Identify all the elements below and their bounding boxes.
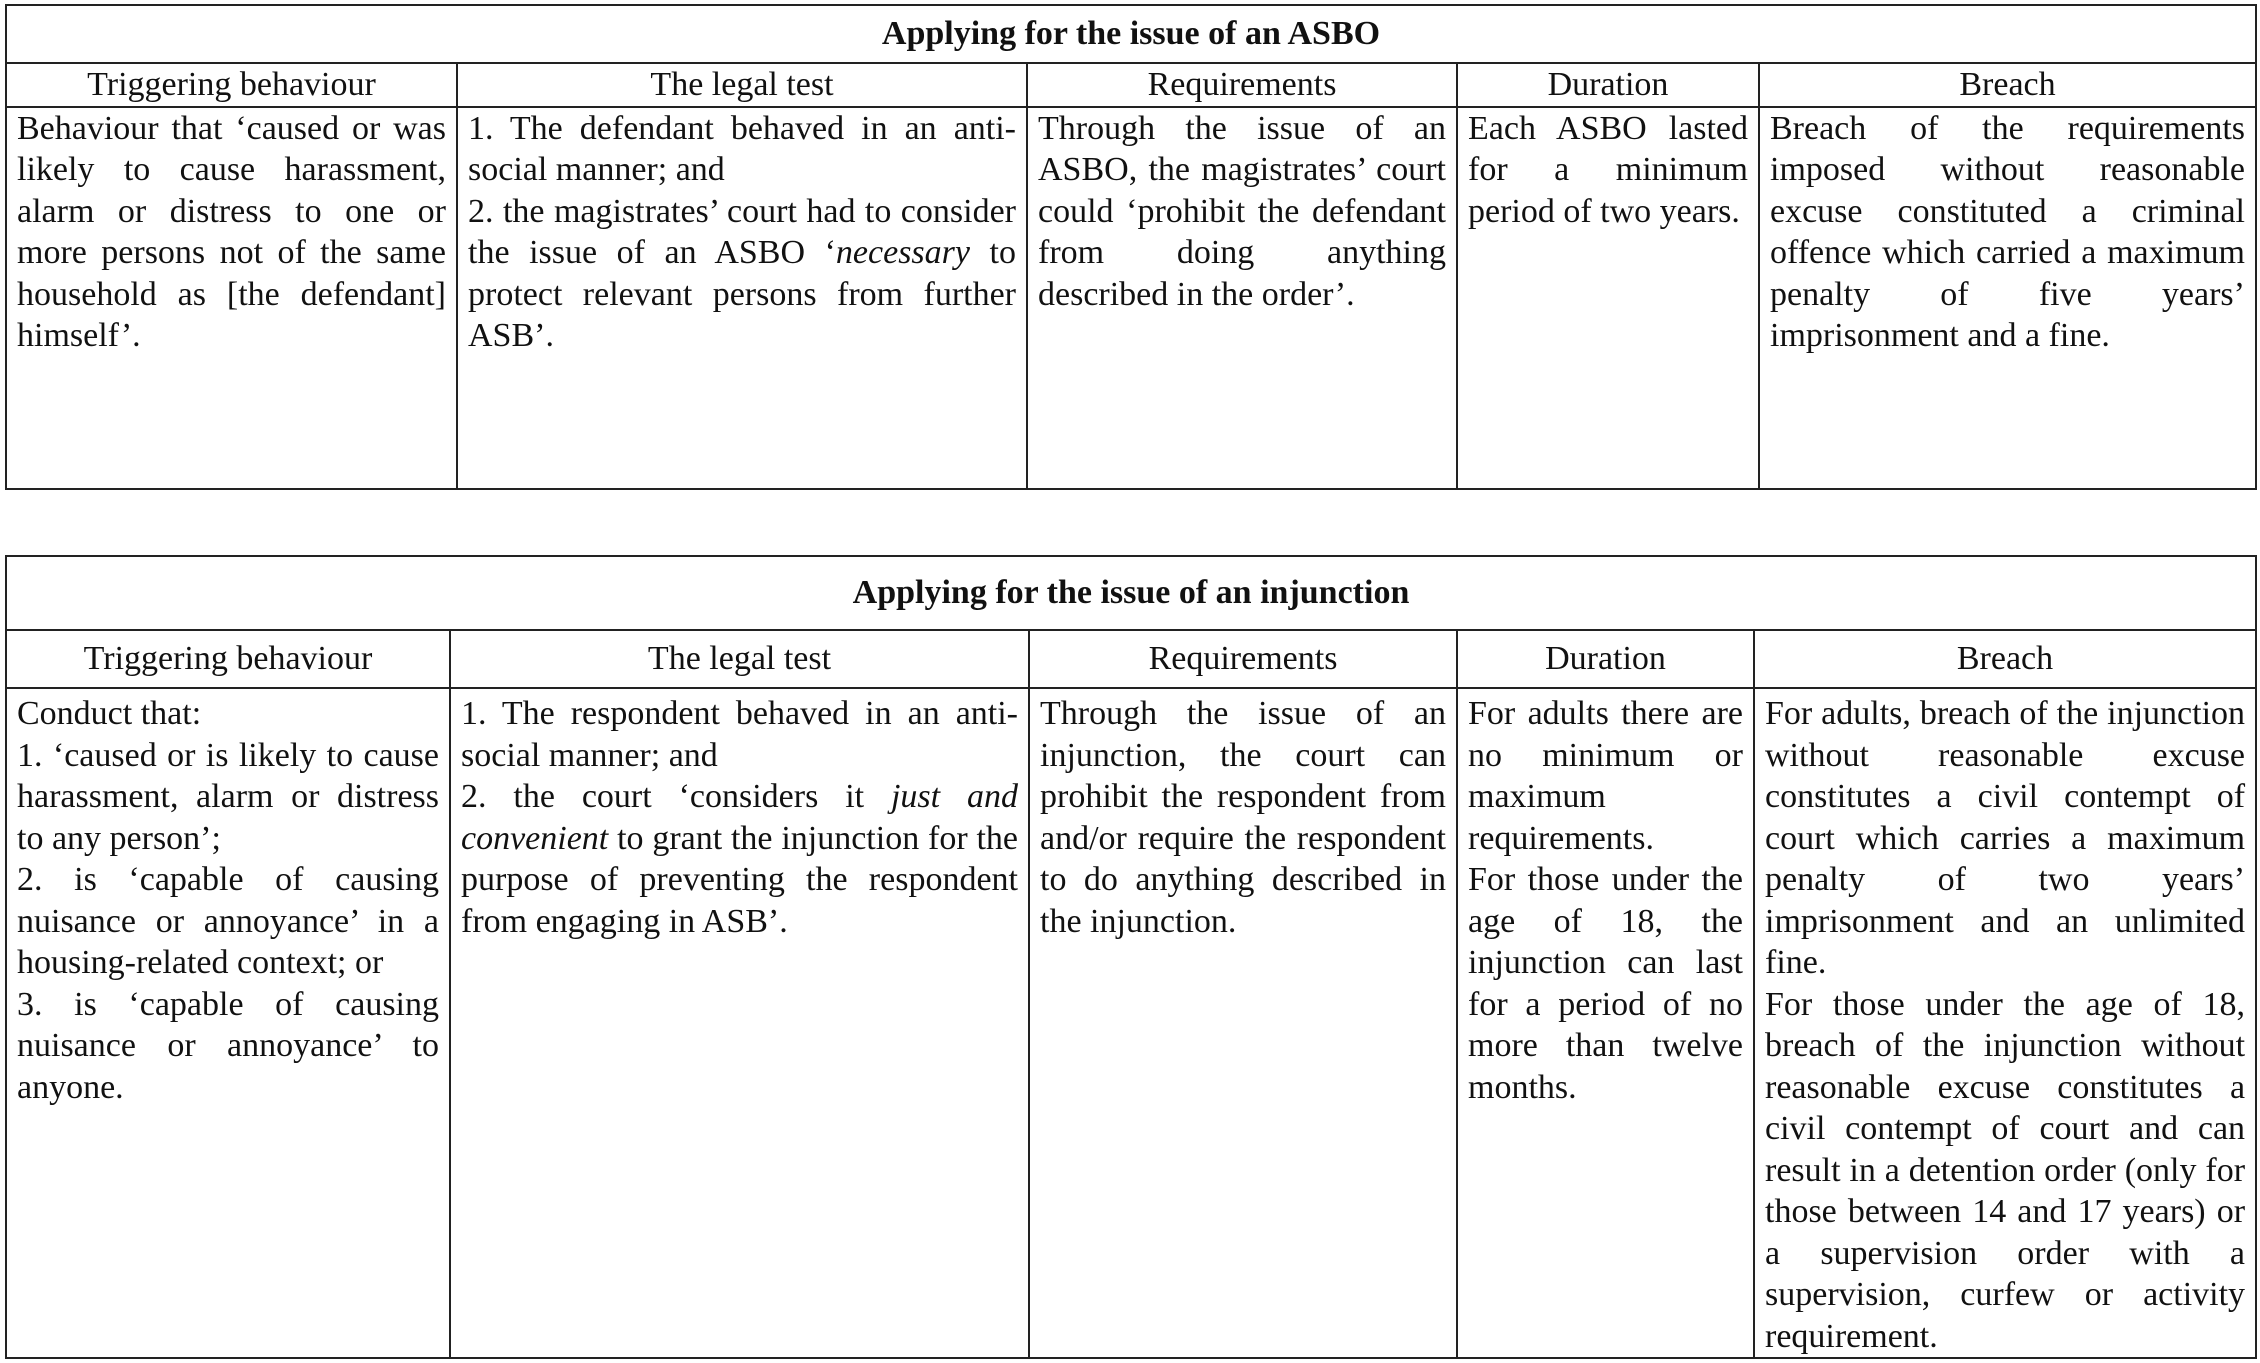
- asbo-triggering-cell: [6, 107, 457, 489]
- cell-paragraph: [1468, 108, 1748, 233]
- asbo-duration-cell: [1457, 107, 1759, 489]
- injunction-body-row: [6, 688, 2256, 1358]
- text-run: 1. The defendant behaved in an anti-social manner; and: [468, 109, 1016, 188]
- text-run: Conduct that:: [17, 695, 202, 732]
- text-run: Each ASBO lasted for a minimum period of two years.: [1468, 109, 1748, 230]
- cell-paragraph: [461, 776, 1018, 942]
- text-run: 3. is ‘capable of causing nuisance or annoyance’ to anyone.: [17, 985, 439, 1106]
- injunction-table: [5, 555, 2257, 1359]
- injunction-requirements-cell: [1029, 688, 1457, 1358]
- cell-paragraph: [17, 859, 439, 984]
- cell-paragraph: [1468, 693, 1743, 859]
- asbo-breach-cell: [1759, 107, 2256, 489]
- cell-paragraph: [468, 108, 1016, 191]
- injunction-header-requirements: Requirements: [1029, 630, 1457, 688]
- injunction-header-duration: Duration: [1457, 630, 1754, 688]
- asbo-header-requirements: Requirements: [1027, 63, 1457, 107]
- injunction-header-legal-test: The legal test: [450, 630, 1029, 688]
- cell-paragraph: [468, 191, 1016, 357]
- injunction-breach-cell: [1754, 688, 2256, 1358]
- text-run: Through the issue of an injunction, the court can prohibit the respondent from and/or require the respondent to do anything described in the injunction.: [1040, 695, 1446, 940]
- injunction-duration-cell: [1457, 688, 1754, 1358]
- text-run: For adults there are no minimum or maximum requirements.: [1468, 695, 1743, 857]
- text-run: 2. the magistrates’ court had to consider the issue of an ASBO ‘: [468, 192, 1016, 271]
- italic-text: just and convenient: [461, 778, 1018, 857]
- text-run: 2. the court ‘considers it: [461, 778, 891, 815]
- asbo-body-row: [6, 107, 2256, 489]
- cell-paragraph: [461, 693, 1018, 776]
- injunction-header-breach: Breach: [1754, 630, 2256, 688]
- text-run: 2. is ‘capable of causing nuisance or annoyance’ in a housing-related context; or: [17, 861, 439, 981]
- injunction-triggering-cell: [6, 688, 450, 1358]
- cell-paragraph: [1468, 859, 1743, 1108]
- cell-paragraph: [1765, 984, 2245, 1358]
- injunction-header-row: [6, 630, 2256, 688]
- text-run: For those under the age of 18, the injunction can last for a period of no more than twelve months.: [1468, 861, 1743, 1106]
- text-run: For adults, breach of the injunction without reasonable excuse constitutes a civil contempt of court which carries a maximum penalty of two years’ imprisonment and an unlimited fine.: [1765, 695, 2246, 981]
- asbo-table-title: Applying for the issue of an ASBO: [6, 5, 2256, 63]
- text-run: For those under the age of 18, breach of the injunction without reasonable excuse constitutes a civil contempt of court and can result in a detention order (only for those between 14 and 17 years) or a supervision order with a supervision, curfew or activity requirement.: [1765, 985, 2246, 1355]
- injunction-header-triggering: Triggering behaviour: [6, 630, 450, 688]
- asbo-legal-test-cell: [457, 107, 1027, 489]
- asbo-table: [5, 4, 2257, 490]
- cell-paragraph: [17, 693, 439, 735]
- cell-paragraph: [17, 735, 439, 860]
- text-run: Breach of the requirements imposed without reasonable excuse constituted a criminal offence which carried a maximum penalty of five years’ imprisonment and a fine.: [1770, 109, 2245, 354]
- cell-paragraph: [17, 108, 446, 357]
- cell-paragraph: [17, 984, 439, 1109]
- cell-paragraph: [1770, 108, 2245, 357]
- injunction-table-title: Applying for the issue of an injunction: [6, 556, 2256, 630]
- italic-text: necessary: [835, 234, 970, 271]
- asbo-header-triggering: Triggering behaviour: [6, 63, 457, 107]
- injunction-title-row: [6, 556, 2256, 630]
- text-run: to grant the injunction for the purpose of preventing the respondent from engaging in ASB’.: [461, 819, 1018, 940]
- asbo-header-legal-test: The legal test: [457, 63, 1027, 107]
- asbo-header-duration: Duration: [1457, 63, 1759, 107]
- text-run: 1. ‘caused or is likely to cause harassment, alarm or distress to any person’;: [17, 736, 439, 857]
- cell-paragraph: [1765, 693, 2245, 984]
- asbo-header-breach: Breach: [1759, 63, 2256, 107]
- asbo-requirements-cell: [1027, 107, 1457, 489]
- text-run: 1. The respondent behaved in an anti-social manner; and: [461, 695, 1018, 774]
- text-run: to protect relevant persons from further ASB’.: [468, 234, 1016, 354]
- asbo-header-row: [6, 63, 2256, 107]
- asbo-title-row: [6, 5, 2256, 63]
- cell-paragraph: [1040, 693, 1446, 942]
- text-run: Behaviour that ‘caused or was likely to cause harassment, alarm or distress to one or more persons not of the same household as [the defendant] himself’.: [17, 109, 446, 354]
- text-run: Through the issue of an ASBO, the magistrates’ court could ‘prohibit the defendant from doing anything described in the order’.: [1038, 109, 1446, 313]
- cell-paragraph: [1038, 108, 1446, 316]
- injunction-legal-test-cell: [450, 688, 1029, 1358]
